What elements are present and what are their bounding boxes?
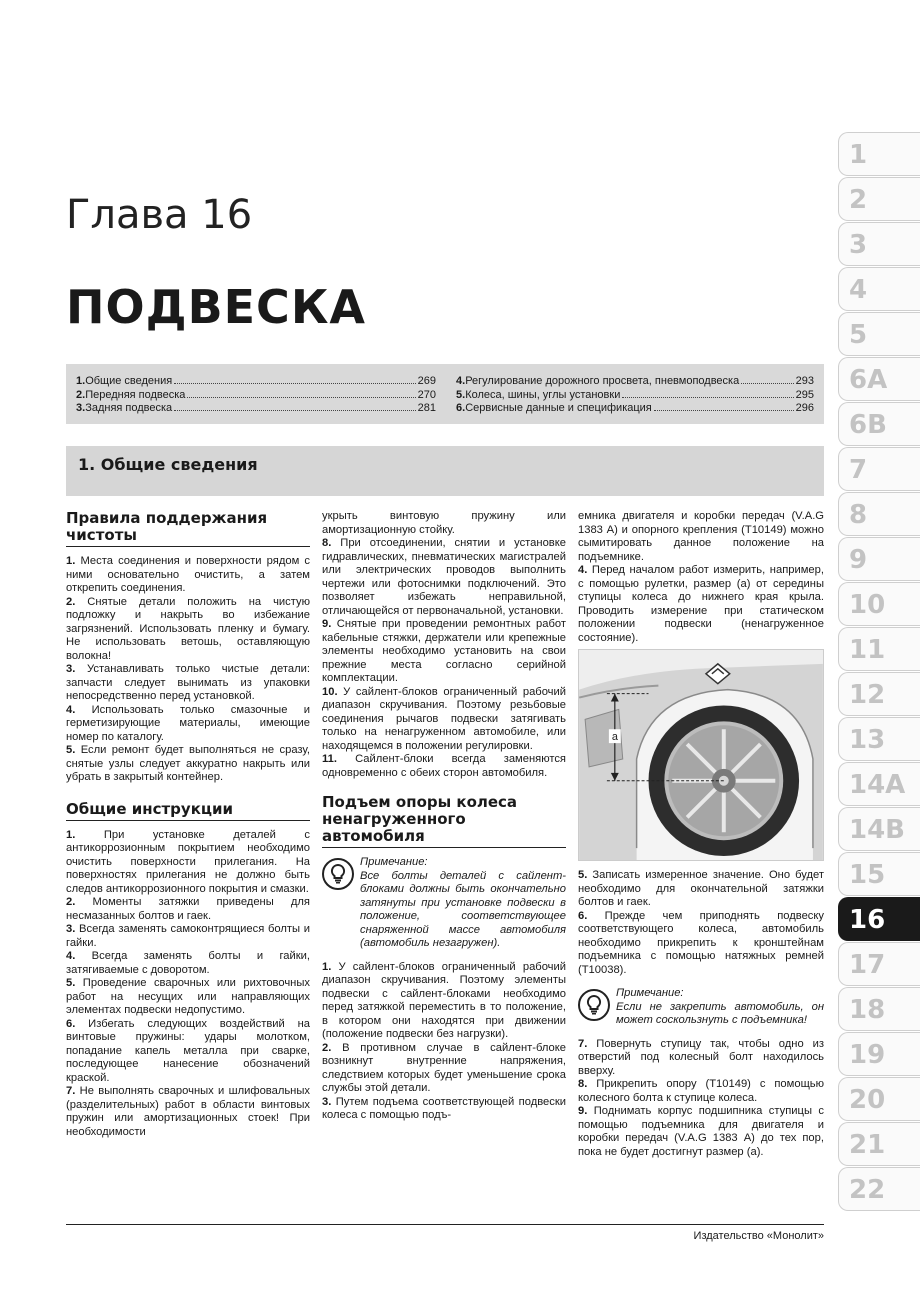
chapter-tab-label: 14A [849, 770, 906, 800]
car-wheel-illustration [579, 650, 823, 860]
chapter-tab-label: 22 [849, 1175, 886, 1205]
paragraph: 3. Устанавливать только чистые детали: запчасти следует вынимать из упаковки непосредственно перед установкой. [66, 663, 310, 702]
toc-entry-number: 1. [76, 375, 86, 387]
publisher-name: Издательство «Монолит» [693, 1230, 824, 1242]
toc-entry-number: 3. [76, 402, 86, 414]
chapter-tab-label: 1 [849, 140, 868, 170]
chapter-tab-label: 4 [849, 275, 868, 305]
toc-entry[interactable] [76, 402, 436, 416]
paragraph: укрыть винтовую пружину или амортизационную стойку. [322, 510, 566, 536]
note-text [616, 987, 824, 1028]
paragraph: 5. Если ремонт будет выполняться не сразу, снятые узлы следует аккуратно накрыть или убрать в закрытый контейнер. [66, 744, 310, 783]
toc-entry[interactable] [456, 402, 814, 416]
paragraph: 9. Снятые при проведении ремонтных работ кабельные стяжки, держатели или крепежные элементы необходимо установить на свои прежние места согласно серийной комплектации. [322, 618, 566, 684]
note-body: Если не закрепить автомобиль, он может соскользнуть с подъемника! [616, 1000, 824, 1026]
paragraph: 7. Не выполнять сварочных и шлифовальных (разделительных) работ в области винтовых пружин или амортизационных стоек! При необходимости [66, 1085, 310, 1138]
chapter-tab-10[interactable] [838, 582, 920, 626]
paragraph: 4. Использовать только смазочные и герметизирующие материалы, имеющие номер по каталогу. [66, 703, 310, 743]
paragraph: 11. Сайлент-блоки всегда заменяются одновременно с обеих сторон автомобиля. [322, 753, 566, 779]
chapter-tab-6b[interactable] [838, 402, 920, 446]
toc-leader-dots [174, 383, 415, 384]
toc-leader-dots [174, 410, 415, 411]
toc-entry-number: 6. [456, 402, 466, 414]
chapter-tab-label: 14B [849, 815, 905, 845]
toc-leader-dots [741, 383, 793, 384]
chapter-tab-label: 3 [849, 230, 868, 260]
paragraph: 5. Проведение сварочных или рихтовочных работ на несущих или направляющих элементах подвески недопустимо. [66, 977, 310, 1016]
paragraph: 6. Прежде чем приподнять подвеску соответствующего колеса, автомобиль необходимо прикрепить к кронштейнам подъемника с помощью натяжных ремней (Т10038). [578, 909, 824, 976]
toc-leader-dots [187, 397, 415, 398]
paragraph: 10. У сайлент-блоков ограниченный рабочий диапазон скручивания. Поэтому резьбовые соединения рычагов подвески затягивать только на ненагруженном автомобиле, или находящемся в положении регулировки. [322, 685, 566, 752]
toc-entry-page: 295 [795, 388, 814, 401]
note-label: Примечание: [360, 856, 428, 868]
chapter-tab-label: 2 [849, 185, 868, 215]
chapter-tab-17[interactable] [838, 942, 920, 986]
chapter-tab-label: 21 [849, 1130, 886, 1160]
chapter-tab-label: 19 [849, 1040, 886, 1070]
paragraph: 2. Снятые детали положить на чистую подложку и накрыть во избежание загрязнений. Использовать пленку и бумагу. Не использовать ветошь, оставляющую волокна! [66, 595, 310, 662]
toc-entry-number: 4. [456, 375, 466, 387]
chapter-tab-label: 15 [849, 860, 886, 890]
table-of-contents [66, 364, 824, 424]
chapter-tab-6a[interactable] [838, 357, 920, 401]
toc-entry-text: Общие сведения [85, 375, 173, 387]
paragraph: 3. Путем подъема соответствующей подвески колеса с помощью подъ- [322, 1095, 566, 1121]
footer-divider [66, 1224, 824, 1225]
toc-entry-number: 2. [76, 388, 86, 401]
note-body: Все болты деталей с сайлент-блоками должны быть окончательно затянуты при установке подвески в положение, соответствующее снаряженной массе автомобиля (автомобиль незагружен). [360, 869, 566, 949]
text-column-3 [578, 510, 824, 1159]
toc-leader-dots [622, 397, 793, 398]
chapter-tab-label: 18 [849, 995, 886, 1025]
subheading-general-instructions: Общие инструкции [66, 801, 310, 821]
toc-leader-dots [654, 410, 794, 411]
paragraph: 5. Записать измеренное значение. Оно будет необходимо для окончательной затяжки болтов и гаек. [578, 869, 824, 908]
lightbulb-icon [578, 989, 610, 1021]
chapter-tab-9[interactable] [838, 537, 920, 581]
chapter-tab-12[interactable] [838, 672, 920, 716]
toc-entry-text: Сервисные данные и спецификация [465, 402, 652, 414]
toc-column-left [76, 375, 436, 416]
chapter-tab-label: 13 [849, 725, 886, 755]
chapter-tab-label: 20 [849, 1085, 886, 1115]
paragraph: 1. При установке деталей с антикоррозионным покрытием необходимо очистить поверхности прилегания. На поверхностях прилегания не должно быть следов антикоррозионного покрытия и смазки. [66, 828, 310, 895]
toc-entry[interactable] [456, 375, 814, 389]
toc-entry-page: 269 [417, 375, 436, 387]
paragraph: 2. В противном случае в сайлент-блоке возникнут внутренние напряжения, следствием которых будет уменьшение срока службы этой детали. [322, 1041, 566, 1094]
chapter-tab-2[interactable] [838, 177, 920, 221]
chapter-tab-19[interactable] [838, 1032, 920, 1076]
chapter-tab-label: 10 [849, 590, 886, 620]
paragraph: 8. Прикрепить опору (Т10149) с помощью колесного болта к ступице колеса. [578, 1078, 824, 1104]
chapter-tab-label: 7 [849, 455, 868, 485]
chapter-tab-label: 16 [849, 905, 886, 935]
chapter-tab-14b[interactable] [838, 807, 920, 851]
paragraph: 1. Места соединения и поверхности рядом с ними основательно очистить, а затем открепить соединения. [66, 555, 310, 594]
chapter-tab-5[interactable] [838, 312, 920, 356]
lightbulb-icon [322, 858, 354, 890]
chapter-tab-3[interactable] [838, 222, 920, 266]
dimension-label-a: a [611, 731, 618, 744]
chapter-tab-4[interactable] [838, 267, 920, 311]
paragraph: 4. Всегда заменять болты и гайки, затягиваемые с доворотом. [66, 950, 310, 976]
note-box [322, 856, 566, 951]
toc-entry-page: 270 [417, 388, 436, 401]
text-column-1 [66, 510, 310, 1139]
paragraph: 9. Поднимать корпус подшипника ступицы с помощью подъемника для двигателя и коробки передач (V.A.G 1383 А) до тех пор, пока не будет достигнут размер (а). [578, 1105, 824, 1158]
chapter-tab-13[interactable] [838, 717, 920, 761]
paragraph: 3. Всегда заменять самоконтрящиеся болты и гайки. [66, 923, 310, 949]
chapter-tab-label: 12 [849, 680, 886, 710]
toc-entry-page: 293 [795, 375, 814, 387]
toc-entry-text: Задняя подвеска [85, 402, 173, 414]
chapter-tab-20[interactable] [838, 1077, 920, 1121]
chapter-tab-label: 5 [849, 320, 868, 350]
paragraph: 8. При отсоединении, снятии и установке гидравлических, пневматических магистралей или электрических проводов выполнить чертежи или фотоснимки подключений. Это позволяет избежать неправильной, отличающейся от первоначальной, установки. [322, 537, 566, 617]
chapter-title: ПОДВЕСКА [66, 280, 367, 334]
chapter-tab-8[interactable] [838, 492, 920, 536]
chapter-label: Глава 16 [66, 192, 253, 238]
chapter-tab-label: 11 [849, 635, 886, 665]
subheading-wheel-support-lift: Подъем опоры колеса ненагруженного автомобиля [322, 794, 566, 848]
chapter-tab-label: 17 [849, 950, 886, 980]
chapter-tab-14a[interactable] [838, 762, 920, 806]
chapter-tab-label: 6A [849, 365, 888, 395]
chapter-tab-label: 6B [849, 410, 887, 440]
toc-entry-page: 296 [795, 402, 814, 414]
chapter-tab-15[interactable] [838, 852, 920, 896]
toc-entry-number: 5. [456, 388, 466, 401]
toc-entry-text: Регулирование дорожного просвета, пневмоподвеска [465, 375, 740, 387]
toc-entry-text: Передняя подвеска [85, 388, 186, 401]
note-label: Примечание: [616, 987, 684, 999]
chapter-tab-16[interactable] [838, 897, 920, 941]
note-box [578, 987, 824, 1028]
toc-column-right [456, 375, 814, 416]
chapter-tab-11[interactable] [838, 627, 920, 671]
toc-entry-page: 281 [417, 402, 436, 414]
paragraph: 1. У сайлент-блоков ограниченный рабочий диапазон скручивания. Поэтому элементы подвески с сайлент-блоками необходимо перед затяжкой переместить в то положение, в котором они находятся при движении (положение подвески без нагрузки). [322, 960, 566, 1040]
toc-entry-text: Колеса, шины, углы установки [465, 388, 621, 401]
chapter-tab-1[interactable] [838, 132, 920, 176]
toc-entry[interactable] [76, 375, 436, 389]
paragraph: 2. Моменты затяжки приведены для несмазанных болтов и гаек. [66, 896, 310, 922]
chapter-tab-18[interactable] [838, 987, 920, 1031]
chapter-tab-7[interactable] [838, 447, 920, 491]
section-title: 1. Общие сведения [78, 455, 258, 474]
chapter-tab-21[interactable] [838, 1122, 920, 1166]
paragraph: 7. Повернуть ступицу так, чтобы одно из отверстий под колесный болт находилось вверху. [578, 1037, 824, 1077]
text-column-2 [322, 510, 566, 1123]
paragraph: 6. Избегать следующих воздействий на винтовые пружины: удары молотком, попадание капель металла при сварке, последующее нанесение обозначений краской. [66, 1017, 310, 1084]
chapter-tab-label: 9 [849, 545, 868, 575]
paragraph: 4. Перед началом работ измерить, например, с помощью рулетки, размер (а) от середины ступицы колеса до нижнего края крыла. Проводить измерение при статическом положении подвески (ненагруженное состояние). [578, 564, 824, 644]
chapter-tabs [838, 132, 920, 1212]
toc-entry[interactable] [456, 389, 814, 403]
note-text [360, 856, 566, 951]
chapter-tab-22[interactable] [838, 1167, 920, 1211]
toc-entry[interactable] [76, 389, 436, 403]
chapter-tab-label: 8 [849, 500, 868, 530]
wheel-measurement-figure [578, 649, 824, 861]
subheading-cleanliness: Правила поддержания чистоты [66, 510, 310, 547]
paragraph: емника двигателя и коробки передач (V.A.G 1383 А) и опорного крепления (Т10149) можно сымитировать данное положение на подъемнике. [578, 510, 824, 563]
section-header [66, 446, 824, 496]
